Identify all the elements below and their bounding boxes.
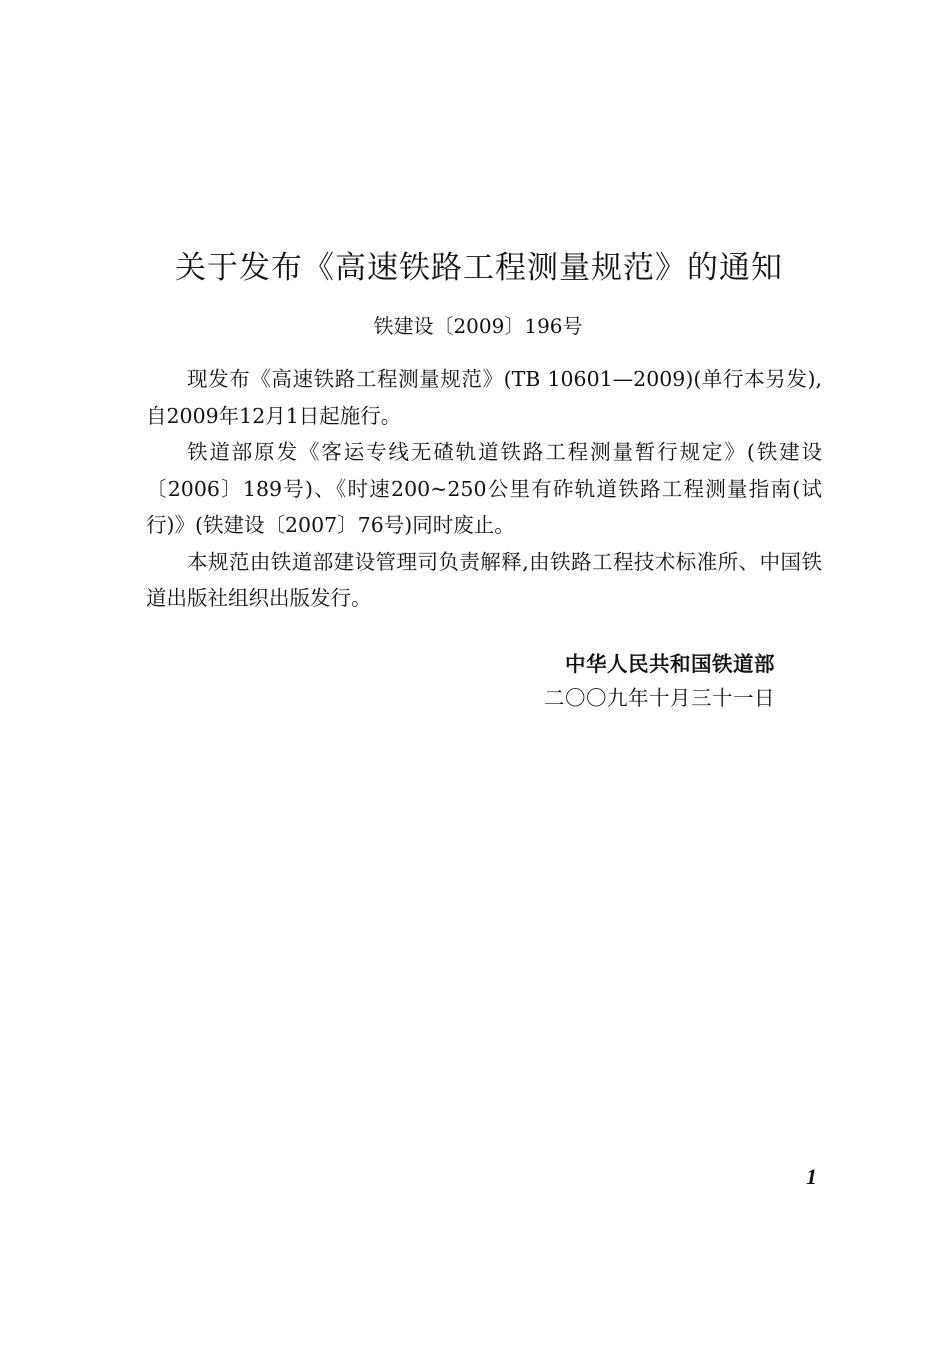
paragraph-publication: 现发布《高速铁路工程测量规范》(TB 10601—2009)(单行本另发),自2009年12月1日起施行。 xyxy=(146,367,822,428)
issuing-organization: 中华人民共和国铁道部 xyxy=(565,652,775,676)
document-body xyxy=(146,361,822,617)
page-number: 1 xyxy=(806,1164,817,1189)
paragraph-abolition: 铁道部原发《客运专线无碴轨道铁路工程测量暂行规定》(铁建设〔2006〕189号)、《时速200~250公里有砟轨道铁路工程测量指南(试行)》(铁建设〔2007〕76号)同时废止。 xyxy=(146,440,822,537)
document-number: 铁建设〔2009〕196号 xyxy=(373,314,583,338)
signature-block xyxy=(500,647,775,715)
issue-date: 二〇〇九年十月三十一日 xyxy=(544,686,775,710)
document-title: 关于发布《高速铁路工程测量规范》的通知 xyxy=(175,250,783,286)
paragraph-interpretation: 本规范由铁道部建设管理司负责解释,由铁路工程技术标准所、中国铁道出版社组织出版发行。 xyxy=(146,549,822,610)
